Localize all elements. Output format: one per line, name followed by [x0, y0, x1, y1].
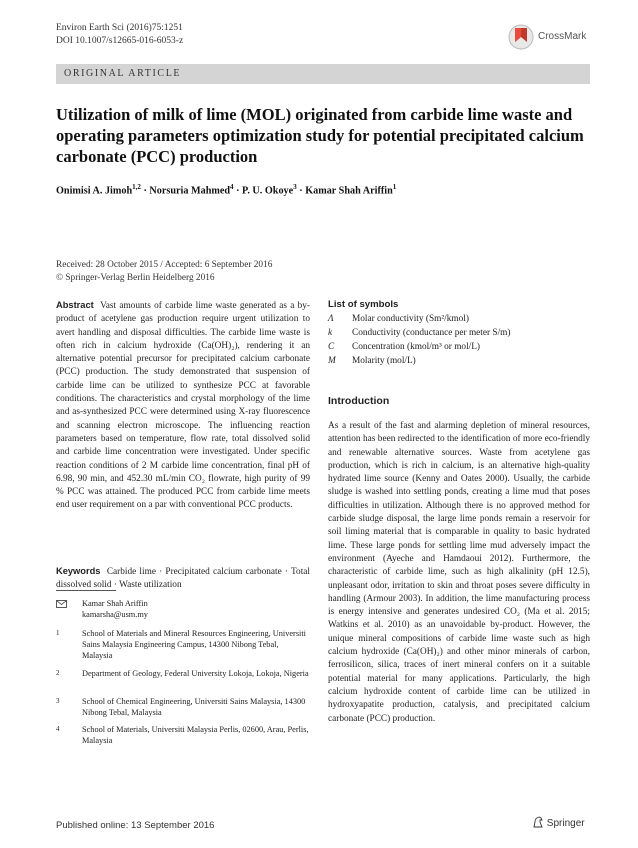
article-type-banner [56, 64, 590, 84]
affiliation-number: 4 [56, 725, 60, 733]
running-header [56, 22, 183, 48]
affiliation-number: 3 [56, 697, 60, 705]
crossmark-badge[interactable] [508, 22, 590, 54]
author-list [56, 183, 586, 196]
affiliation-text: Department of Geology, Federal University Lokoja, Lokoja, Nigeria [82, 669, 309, 678]
symbol-desc: Molar conductivity (Sm²/kmol) [352, 314, 469, 324]
symbol-desc: Conductivity (conductance per meter S/m) [352, 328, 511, 338]
symbol-desc: Concentration (kmol/m³ or mol/L) [352, 342, 481, 352]
publisher-logo [532, 816, 585, 829]
article-dates [56, 259, 272, 285]
author-affil: 1 [392, 183, 397, 191]
abstract-label: Abstract [56, 300, 94, 310]
keywords [56, 565, 310, 593]
symbols-heading: List of symbols [328, 299, 399, 310]
affiliation-item [56, 668, 310, 692]
symbol-desc: Molarity (mol/L) [352, 356, 416, 366]
author-separator: · [296, 185, 306, 197]
keywords-label: Keywords [56, 566, 101, 576]
article-title: Utilization of milk of lime (MOL) originated from carbide lime waste and operating parameters optimization study for potential precipitated calcium carbonate (PCC) production [56, 105, 584, 166]
springer-horse-icon [532, 816, 544, 828]
article-type: ORIGINAL ARTICLE [64, 68, 182, 79]
crossmark-icon [508, 22, 534, 52]
keywords-text: Carbide lime · Precipitated calcium carbonate · Total dissolved solid · Waste utilization [56, 567, 310, 591]
author-name[interactable]: P. U. Okoye [242, 185, 294, 197]
symbol: k [328, 328, 333, 338]
corresponding-author: Kamar Shah Ariffin [82, 599, 148, 608]
publisher-name: Springer [546, 818, 585, 829]
introduction-text: As a result of the fast and alarming depletion of mineral resources, attention has been redirected to the identification of more eco-friendly and renewable alternative sources. Waste from acetylene gas production, which is rich in calcium, is an alternative high-quality hydrated lime source (Kenny and Oates 2000). Usually, the carbide sludge is washed into settling ponds, creating a lime mud that poses difficulties in utilization. Although there is no approved method for carbide sludge disposal, the large lime ponds remain a reservoir for soil liming material that is comparable in quality to basic hydrated lime. These large ponds for settling lime mud adversely impact the environment (Ayeche and Hamdaoui 2012). Furthermore, the characteristic of carbide lime, such as high alkalinity (pH 12.5), unpleasant odor, irritation to skin and throat poses severe difficulty in handling (Armour 2003). In addition, the lime manufacturing process is energy intensive and generates undesired CO₂ (Ma et al. 2015; Watkins et al. 2010) as an unavoidable by-product. However, the unique mineral compositions of carbide lime waste such as high calcium hydroxide (Ca(OH)₂) and other minor minerals of carbon, ferrosilicon, silica, traces of inert mineral confers on it a suitable potential material for many applications. Particularly, the high calcium hydroxide content of carbide lime can be utilized in hydroxyapatite production, catalysis, and precipitated calcium carbonate (PCC) production. [328, 421, 590, 724]
affiliation-text: School of Materials and Mineral Resources Engineering, Universiti Sains Malaysia Engineering Campus, 14300 Nibong Tebal, Malaysia [82, 629, 306, 661]
crossmark-label: CrossMark [538, 31, 587, 42]
published-online: Published online: 13 September 2016 [56, 820, 215, 831]
affiliation-number: 1 [56, 629, 60, 637]
affiliation-item [56, 696, 310, 720]
received-accepted: Received: 28 October 2015 / Accepted: 6 September 2016 [56, 260, 273, 270]
abstract-text: Vast amounts of carbide lime waste generated as a by-product of acetylene gas production require urgent utilization to avert handling and disposal difficulties. The carbide lime waste is often rich in calcium hydroxide (Ca(OH)₂), rendering it an alternative potential precursor for precipitated calcium carbonate (PCC) production. The study demonstrated that suspension of carbide lime can be utilized to synthesize PCC at favorable conditions. The characteristics and crystal morphology of the lime and as-synthesized PCC were determined using X-ray fluorescence and scanning electron microscope. The influencing reaction parameters based on temperature, flow rate, total dissolved solid and carbide lime concentration were investigated. Under specific reaction conditions of 2 M carbide lime concentration, final pH of 6.98, 90 min, and 452.30 mL/min CO₂ flowrate, high purity of 99 % PCC was attained. The produced PCC from carbide lime meets end user requirement on a par with conventional PCC products. [56, 301, 311, 511]
affiliation-item [56, 724, 310, 748]
author-separator: · [233, 185, 243, 197]
author-email[interactable]: kamarsha@usm.my [82, 610, 148, 619]
journal-citation: Environ Earth Sci (2016)75:1251 [56, 23, 183, 33]
copyright: © Springer-Verlag Berlin Heidelberg 2016 [56, 273, 215, 283]
introduction-heading: Introduction [328, 395, 390, 407]
author-affil: 1,2 [132, 183, 141, 191]
author-separator: · [140, 185, 150, 197]
affiliation-text: School of Chemical Engineering, Universiti Sains Malaysia, 14300 Nibong Tebal, Malaysia [82, 697, 306, 718]
affiliation-text: School of Materials, Universiti Malaysia Perlis, 02600, Arau, Perlis, Malaysia [82, 725, 309, 746]
author-affil: 3 [293, 183, 297, 191]
envelope-icon [56, 600, 67, 608]
author-affil: 4 [230, 183, 234, 191]
author-name[interactable]: Norsuria Mahmed [149, 185, 231, 197]
symbols-list [328, 299, 590, 371]
symbol: C [328, 342, 335, 352]
abstract [56, 299, 310, 513]
affiliation-item [56, 628, 310, 662]
author-name[interactable]: Onimisi A. Jimoh [56, 185, 133, 197]
doi[interactable]: DOI 10.1007/s12665-016-6053-z [56, 36, 184, 46]
symbol: Λ [328, 314, 334, 324]
correspondence [56, 598, 310, 628]
affiliation-number: 2 [56, 669, 60, 677]
footnote-divider [56, 590, 116, 591]
symbol: M [328, 356, 336, 366]
author-name[interactable]: Kamar Shah Ariffin [305, 185, 393, 197]
